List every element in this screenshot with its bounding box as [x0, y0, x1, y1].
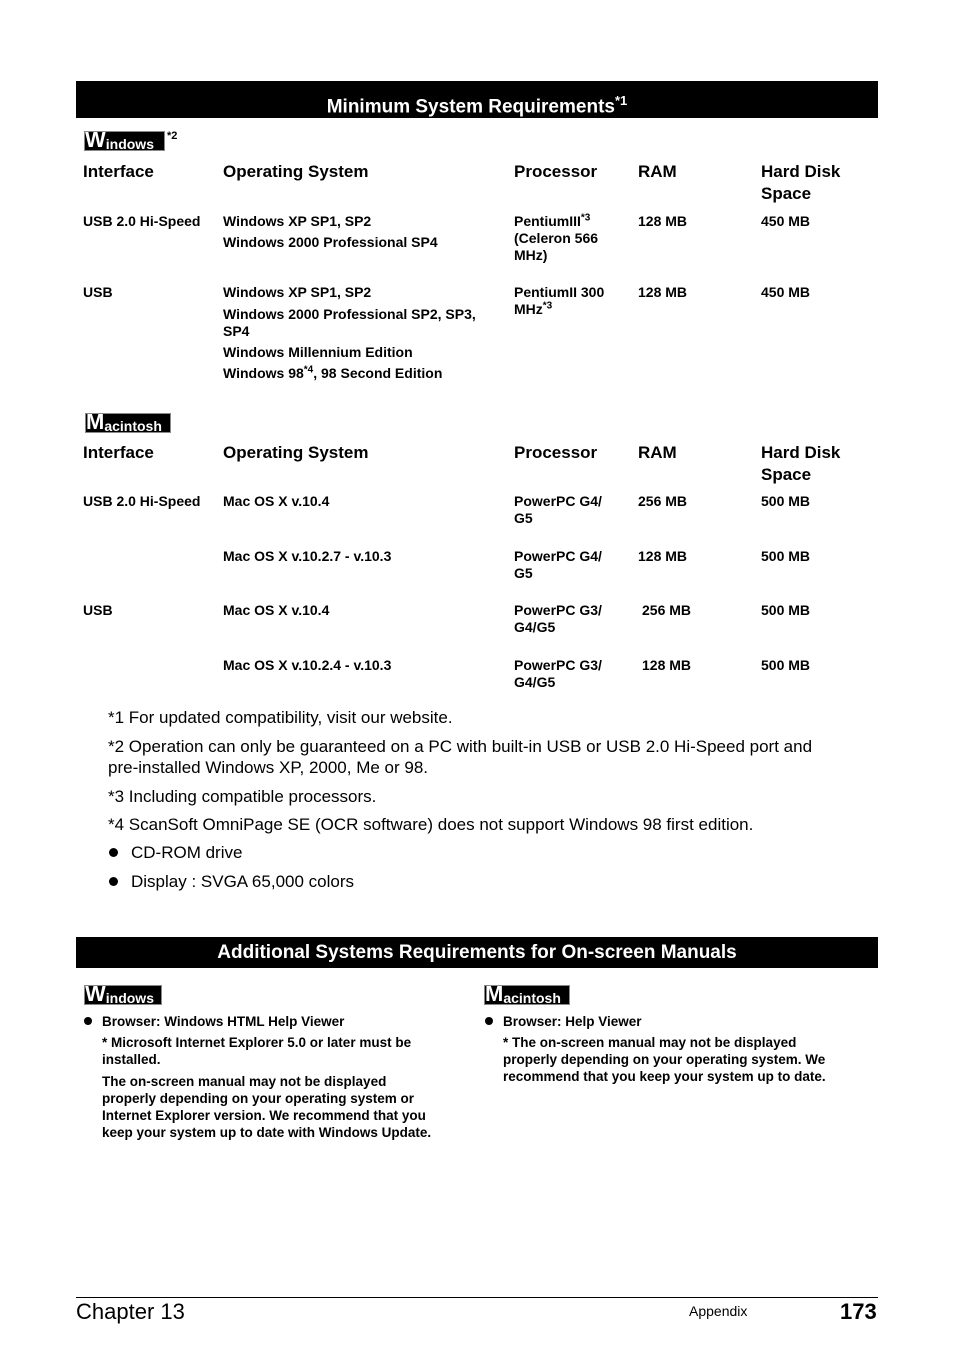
header-hdd-line2: Space	[761, 184, 812, 203]
footnote-1: *1 For updated compatibility, visit our website.	[108, 708, 453, 727]
header-hdd-line1: Hard Disk	[761, 162, 841, 181]
processor-line: G5	[514, 565, 533, 581]
processor-text: PentiumIII	[514, 213, 581, 229]
processor-line	[514, 213, 598, 230]
logo-text: acintosh	[104, 418, 162, 433]
cell-ram: 128 MB	[642, 657, 692, 673]
cell-hdd: 500 MB	[761, 602, 811, 618]
os-line	[223, 365, 476, 382]
macintosh-logo	[484, 985, 570, 1005]
note-line: keep your system up to date with Windows Update.	[102, 1125, 432, 1140]
note-line: Internet Explorer version. We recommend that you	[102, 1108, 426, 1123]
windows-browser-requirement: Browser: Windows HTML Help Viewer	[102, 1014, 345, 1029]
footnote-3: *3 Including compatible processors.	[108, 787, 377, 806]
footer-section: Appendix	[689, 1303, 748, 1319]
logo-footnote-ref: *2	[167, 130, 178, 142]
bullet-icon	[109, 848, 118, 857]
cell-hdd: 500 MB	[761, 548, 811, 564]
header-hdd-line2: Space	[761, 465, 812, 484]
bullet-icon	[485, 1017, 493, 1025]
cell-processor	[514, 548, 602, 582]
footnote-line: pre-installed Windows XP, 2000, Me or 98.	[108, 758, 429, 777]
cell-interface: USB	[83, 284, 113, 300]
cell-os: Mac OS X v.10.2.7 - v.10.3	[223, 548, 392, 564]
os-line: Windows XP SP1, SP2	[223, 284, 372, 300]
cell-hdd: 450 MB	[761, 213, 811, 229]
processor-line	[514, 301, 604, 318]
cell-interface: USB 2.0 Hi-Speed	[83, 213, 201, 229]
windows-manual-note-2	[102, 1073, 431, 1141]
header-ram: RAM	[638, 443, 677, 462]
os-line: Windows XP SP1, SP2	[223, 213, 372, 229]
header-interface: Interface	[83, 162, 154, 181]
cell-processor	[514, 602, 602, 636]
cell-ram: 128 MB	[638, 213, 688, 229]
footer-chapter: Chapter 13	[76, 1299, 185, 1324]
footnote-ref: *3	[580, 212, 591, 224]
footnote-2	[108, 736, 878, 778]
logo-initial: W	[85, 985, 106, 1005]
os-line: Windows 2000 Professional SP4	[223, 234, 438, 250]
bullet-icon	[84, 1017, 92, 1025]
note-line: * The on-screen manual may not be displayed	[503, 1035, 797, 1050]
footnote-line: *2 Operation can only be guaranteed on a PC with built-in USB or USB 2.0 Hi-Speed port and	[108, 737, 813, 756]
mac-manual-note	[503, 1034, 826, 1085]
note-line: * Microsoft Internet Explorer 5.0 or later must be	[102, 1035, 412, 1050]
os-text: , 98 Second Edition	[313, 365, 443, 381]
logo-initial: M	[485, 985, 504, 1005]
cell-os: Mac OS X v.10.4	[223, 493, 330, 509]
note-line: installed.	[102, 1052, 161, 1067]
logo-initial: W	[85, 131, 106, 151]
logo-text: indows	[105, 990, 154, 1005]
cell-os: Mac OS X v.10.4	[223, 602, 330, 618]
mac-browser-requirement: Browser: Help Viewer	[503, 1014, 642, 1029]
cell-os	[223, 284, 476, 382]
header-hdd-line1: Hard Disk	[761, 443, 841, 462]
processor-line: MHz)	[514, 247, 548, 263]
cell-ram: 128 MB	[638, 284, 688, 300]
cell-ram: 128 MB	[638, 548, 688, 564]
note-line: properly depending on your operating system. We	[503, 1052, 826, 1067]
processor-line: (Celeron 566	[514, 230, 599, 246]
cell-processor	[514, 284, 604, 318]
cell-interface: USB	[83, 602, 113, 618]
cell-os	[223, 213, 438, 251]
header-processor: Processor	[514, 443, 598, 462]
header-os: Operating System	[223, 162, 369, 181]
os-line: SP4	[223, 323, 250, 339]
header-hdd	[761, 442, 840, 486]
section-title: Additional Systems Requirements for On-screen Manuals	[217, 942, 737, 963]
macintosh-logo	[85, 413, 171, 433]
logo-initial: M	[86, 413, 105, 433]
os-line: Windows 2000 Professional SP2, SP3,	[223, 306, 476, 322]
cell-processor	[514, 657, 602, 691]
windows-logo	[84, 131, 165, 151]
os-line: Windows Millennium Edition	[223, 344, 413, 360]
processor-line: PowerPC G4/	[514, 493, 602, 509]
header-processor: Processor	[514, 162, 598, 181]
cell-os: Mac OS X v.10.2.4 - v.10.3	[223, 657, 392, 673]
cell-hdd: 500 MB	[761, 493, 811, 509]
cell-processor	[514, 493, 602, 527]
bullet-icon	[109, 877, 118, 886]
processor-line: PowerPC G3/	[514, 657, 602, 673]
os-text: Windows 98	[223, 365, 304, 381]
cell-hdd: 450 MB	[761, 284, 811, 300]
processor-line: G4/G5	[514, 619, 556, 635]
note-line: properly depending on your operating system or	[102, 1091, 415, 1106]
requirement-cdrom: CD-ROM drive	[131, 843, 243, 862]
processor-text: MHz	[514, 301, 543, 317]
requirement-display: Display : SVGA 65,000 colors	[131, 872, 355, 891]
logo-text: indows	[105, 136, 154, 151]
note-line: The on-screen manual may not be displayed	[102, 1074, 387, 1089]
windows-manual-note-1	[102, 1034, 411, 1068]
footnote-4: *4 ScanSoft OmniPage SE (OCR software) does not support Windows 98 first edition.	[108, 815, 754, 834]
logo-text: acintosh	[503, 990, 561, 1005]
footer-divider	[76, 1297, 878, 1298]
page-number: 173	[840, 1299, 877, 1324]
footnote-ref: *3	[542, 300, 553, 312]
processor-line: PowerPC G4/	[514, 548, 602, 564]
section-title: Minimum System Requirements	[326, 96, 615, 118]
section-banner-minimum	[76, 81, 878, 118]
cell-processor	[514, 213, 598, 264]
header-hdd	[761, 161, 840, 205]
processor-line: PentiumII 300	[514, 284, 605, 300]
cell-interface: USB 2.0 Hi-Speed	[83, 493, 201, 509]
footnote-ref: *1	[614, 93, 628, 108]
note-line: recommend that you keep your system up to date.	[503, 1069, 826, 1084]
footnote-ref: *4	[303, 364, 314, 376]
processor-line: G4/G5	[514, 674, 556, 690]
processor-line: PowerPC G3/	[514, 602, 602, 618]
header-interface: Interface	[83, 443, 154, 462]
cell-hdd: 500 MB	[761, 657, 811, 673]
section-banner-additional	[76, 937, 878, 968]
header-ram: RAM	[638, 162, 677, 181]
cell-ram: 256 MB	[642, 602, 692, 618]
header-os: Operating System	[223, 443, 369, 462]
windows-logo	[84, 985, 162, 1005]
processor-line: G5	[514, 510, 533, 526]
cell-ram: 256 MB	[638, 493, 688, 509]
